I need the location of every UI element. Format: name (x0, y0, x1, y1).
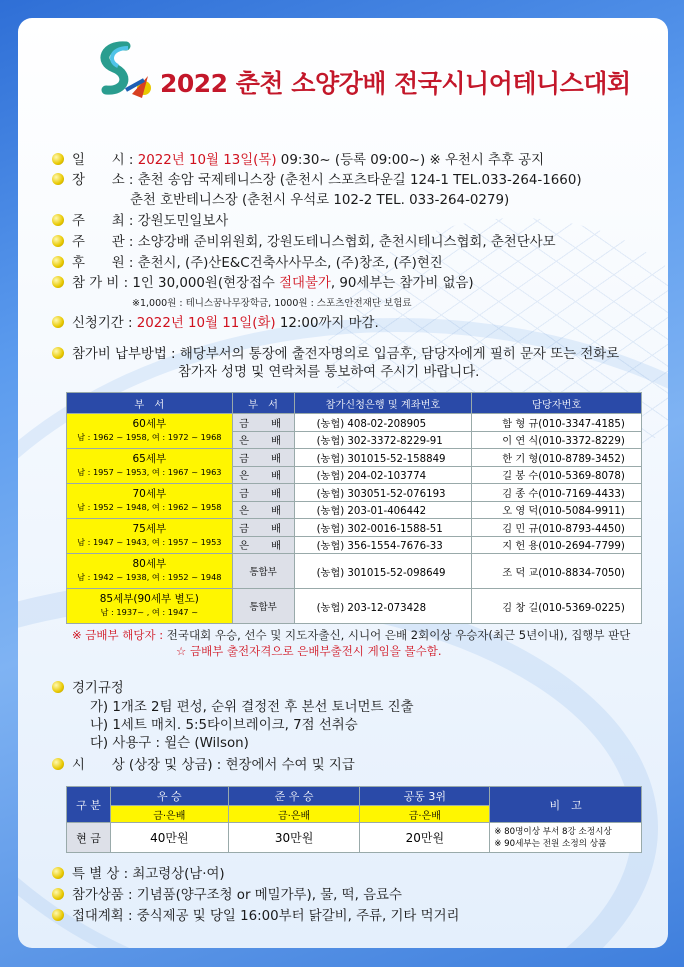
payment-row-2: 참가자 성명 및 연락처를 통보하여 주시기 바랍니다. (178, 365, 480, 380)
contact-cell: 길 봉 수(010-5369-8078) (472, 466, 642, 484)
division-cell (67, 414, 233, 449)
division-cell (67, 449, 233, 484)
bullet-icon (52, 153, 64, 165)
contact-cell: 이 연 식(010-3372-8229) (472, 431, 642, 449)
bullet-icon (52, 214, 64, 226)
organizer-row: 주 관 : 소양강배 준비위원회, 강원도테니스협회, 춘천시테니스협회, 춘천단사모 (52, 234, 556, 252)
bullet-icon (52, 256, 64, 268)
prize-table: 구 분 우 승 준 우 승 공동 3위 비 고 금·은배 금·은배 금·은배 현 금 40만원 30만원 20만원 ※ 80명이상 부서 8강 소정시상 ※ 90세부는 전원 소정의 상품 (66, 786, 642, 853)
division-ages: 남 : 1947 ~ 1943, 여 : 1957 ~ 1953 (77, 537, 222, 547)
host-row: 주 최 : 강원도민일보사 (52, 213, 228, 231)
bullet-icon (52, 681, 64, 693)
gold-division-note: ※ 금배부 해당자 : 전국대회 우승, 선수 및 지도자출신, 시니어 은배 2회이상 우승자(최근 5년이내), 집행부 판단 (72, 628, 631, 642)
division-ages: 남 : 1952 ~ 1948, 여 : 1962 ~ 1958 (77, 502, 222, 512)
class-cell: 은 배 (232, 501, 294, 519)
table-header-row: 부 서 부 서 참가신청은행 및 계좌번호 담당자번호 (67, 393, 642, 414)
fee-row: 참 가 비 : 1인 30,000원(현장접수 절대불가, 90세부는 참가비 없음) (52, 275, 474, 293)
account-cell: (농협) 204-02-103774 (294, 466, 472, 484)
account-cell: (농협) 203-12-073428 (294, 589, 472, 624)
contact-cell: 오 영 덕(010-5084-9911) (472, 501, 642, 519)
account-cell: (농협) 203-01-406442 (294, 501, 472, 519)
bullet-icon (52, 888, 64, 900)
class-cell: 금 배 (232, 449, 294, 467)
division-cell (67, 554, 233, 589)
division-ages: 남 : 1957 ~ 1953, 여 : 1967 ~ 1963 (77, 467, 222, 477)
account-cell: (농협) 301015-52-098649 (294, 554, 472, 589)
bullet-icon (52, 173, 64, 185)
table-row (67, 449, 642, 467)
class-cell: 은 배 (232, 536, 294, 554)
contact-cell: 한 기 형(010-8789-3452) (472, 449, 642, 467)
class-cell: 통합부 (232, 589, 294, 624)
rule-item: 나) 1세트 매치. 5:5타이브레이크, 7점 선취승 (90, 718, 358, 733)
rule-item: 가) 1개조 2팀 편성, 순위 결정전 후 본선 토너먼트 진출 (90, 700, 414, 715)
division-ages: 남 : 1937~ , 여 : 1947 ~ (100, 607, 199, 617)
account-cell: (농협) 302-3372-8229-91 (294, 431, 472, 449)
deadline-row: 신청기간 : 2022년 10월 11일(화) 12:00까지 마감. (52, 315, 379, 333)
payment-row: 참가비 납부방법 : 해당부서의 통장에 출전자명의로 입금후, 담당자에게 필히 문자 또는 전화로 (52, 346, 619, 364)
table-row (67, 484, 642, 502)
gold-division-warning: ☆ 금배부 출전자격으로 은배부출전시 게임을 몰수함. (176, 644, 442, 658)
class-cell: 금 배 (232, 414, 294, 432)
division-name: 70세부 (132, 488, 167, 500)
award-row: 시 상 (상장 및 상금) : 현장에서 수여 및 지급 (52, 757, 355, 775)
bullet-icon (52, 867, 64, 879)
class-cell: 은 배 (232, 466, 294, 484)
bullet-icon (52, 909, 64, 921)
table-row (67, 519, 642, 537)
account-cell: (농협) 302-0016-1588-51 (294, 519, 472, 537)
table-row (67, 554, 642, 589)
prize-amount: 20만원 (360, 823, 490, 853)
fee-note: ※1,000원 : 테니스꿈나무장학금, 1000원 : 스포츠안전재단 보험료 (132, 298, 412, 309)
division-name: 60세부 (132, 418, 167, 430)
account-cell: (농협) 303051-52-076193 (294, 484, 472, 502)
page-title: 2022 춘천 소양강배 전국시니어테니스대회 (160, 69, 631, 98)
prize-amount: 30만원 (228, 823, 360, 853)
prize-amount: 40만원 (110, 823, 228, 853)
division-cell (67, 484, 233, 519)
account-cell: (농협) 356-1554-7676-33 (294, 536, 472, 554)
division-cell (67, 589, 233, 624)
contact-cell: 김 민 규(010-8793-4450) (472, 519, 642, 537)
division-name: 65세부 (132, 453, 167, 465)
event-date: 2022년 10월 13일(목) (137, 153, 277, 168)
contact-cell: 김 창 길(010-5369-0225) (472, 589, 642, 624)
contact-cell: 함 형 규(010-3347-4185) (472, 414, 642, 432)
bullet-icon (52, 276, 64, 288)
bullet-icon (52, 235, 64, 247)
table-row (67, 414, 642, 432)
gift-row: 참가상품 : 기념품(양구조청 or 메밀가루), 물, 떡, 음료수 (52, 887, 402, 905)
bullet-icon (52, 347, 64, 359)
hospitality-row: 접대계획 : 중식제공 및 당일 16:00부터 닭갈비, 주류, 기타 먹거리 (52, 908, 459, 926)
division-cell (67, 519, 233, 554)
tournament-logo-icon (86, 36, 158, 108)
class-cell: 통합부 (232, 554, 294, 589)
class-cell: 은 배 (232, 431, 294, 449)
special-award-row: 특 별 상 : 최고령상(남·여) (52, 866, 225, 884)
rules-title: 경기규정 (52, 680, 124, 698)
division-name: 85세부(90세부 별도) (99, 593, 199, 605)
rule-item: 다) 사용구 : 윌슨 (Wilson) (90, 736, 249, 751)
venue-row-2: 춘천 호반테니스장 (춘천시 우석로 102-2 TEL. 033-264-0279) (130, 193, 510, 208)
division-name: 80세부 (132, 558, 167, 570)
sponsor-row: 후 원 : 춘천시, (주)산E&C건축사사무소, (주)창조, (주)현진 (52, 255, 443, 273)
fee-account-table (66, 392, 642, 624)
table-row (67, 589, 642, 624)
prize-remark: ※ 80명이상 부서 8강 소정시상 ※ 90세부는 전원 소정의 상품 (490, 823, 642, 853)
account-cell: (농협) 408-02-208905 (294, 414, 472, 432)
contact-cell: 김 종 수(010-7169-4433) (472, 484, 642, 502)
contact-cell: 지 헌 용(010-2694-7799) (472, 536, 642, 554)
schedule-row: 일 시 : 2022년 10월 13일(목) 09:30~ (등록 09:00~) ※ 우천시 추후 공지 (52, 152, 544, 170)
division-name: 75세부 (132, 523, 167, 535)
bullet-icon (52, 316, 64, 328)
class-cell: 금 배 (232, 484, 294, 502)
division-ages: 남 : 1962 ~ 1958, 여 : 1972 ~ 1968 (77, 432, 222, 442)
account-cell: (농협) 301015-52-158849 (294, 449, 472, 467)
division-ages: 남 : 1942 ~ 1938, 여 : 1952 ~ 1948 (77, 572, 222, 582)
class-cell: 금 배 (232, 519, 294, 537)
contact-cell: 조 덕 교(010-8834-7050) (472, 554, 642, 589)
bullet-icon (52, 758, 64, 770)
venue-row: 장 소 : 춘천 송암 국제테니스장 (춘천시 스포츠타운길 124-1 TEL.033-264-1660) (52, 172, 582, 190)
